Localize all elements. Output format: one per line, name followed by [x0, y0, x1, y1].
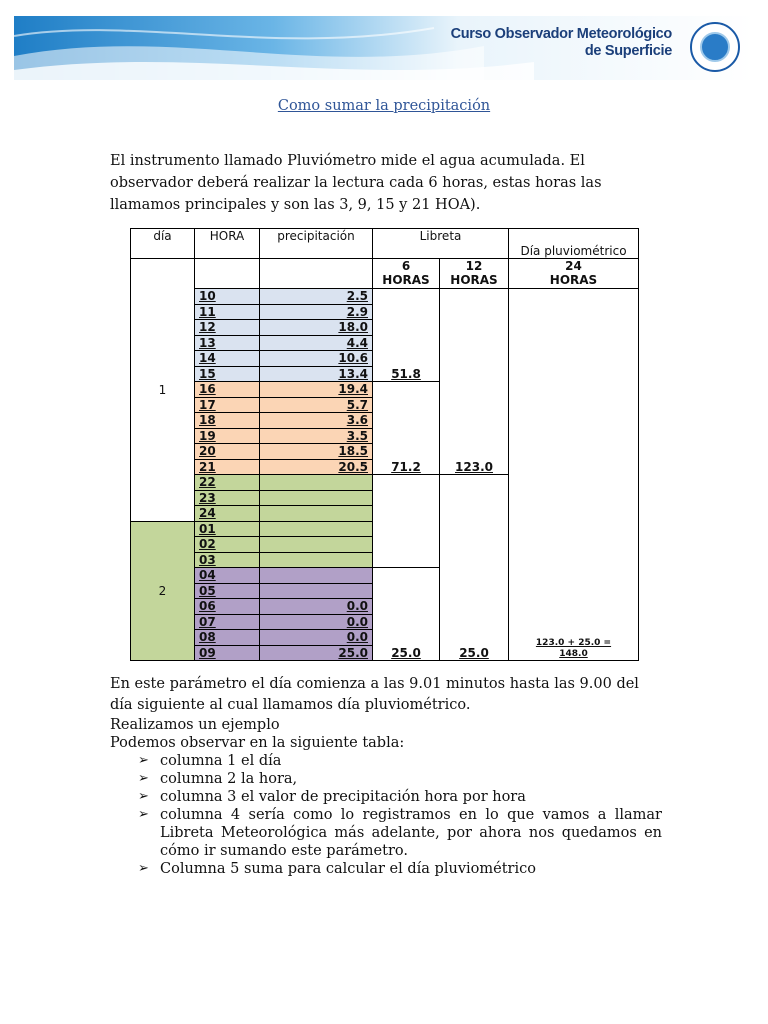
explanation-text: En este parámetro el día comienza a las 9.01 minutos hasta las 9.00 del día siguiente al cual llamamos día pluviométrico.	[110, 676, 639, 713]
hora-cell: 12	[195, 320, 260, 336]
precipitation-table	[130, 228, 639, 661]
daily-sum-result: 148.0	[559, 649, 588, 659]
precip-cell: 25.0	[260, 645, 373, 661]
hora-cell: 03	[195, 552, 260, 568]
list-item: ➢ columna 1 el día	[138, 753, 282, 769]
hora-cell: 14	[195, 351, 260, 367]
hora-header-spacer	[195, 259, 260, 289]
hora-cell: 21	[195, 459, 260, 475]
hora-cell: 01	[195, 521, 260, 537]
intro-paragraph	[110, 150, 662, 216]
precip-cell	[260, 583, 373, 599]
hora-cell: 05	[195, 583, 260, 599]
col-header-dia-pluviometrico: Día pluviométrico	[509, 229, 639, 259]
list-item: ➢ columna 2 la hora,	[138, 771, 298, 787]
precip-cell	[260, 490, 373, 506]
precip-cell: 13.4	[260, 366, 373, 382]
explanation-paragraph	[110, 674, 662, 716]
precip-cell	[260, 552, 373, 568]
list-item: ➢ columna 4 sería como lo registramos en lo que vamos a llamar Libreta Meteorológica más adelante, por ahora nos quedamos en cómo ir sumando este parámetro.	[138, 807, 662, 859]
six-hour-total-1: 51.8	[373, 289, 440, 382]
precip-header-spacer	[260, 259, 373, 289]
hora-cell: 06	[195, 599, 260, 615]
precip-cell	[260, 568, 373, 584]
precip-cell: 2.9	[260, 304, 373, 320]
intro-text: El instrumento llamado Pluviómetro mide el agua acumulada. El observador deberá realizar la lectura cada 6 horas, estas horas las llamamos principales y son las 3, 9, 15 y 21 HOA).	[110, 153, 602, 213]
hora-cell: 07	[195, 614, 260, 630]
list-item: ➢ columna 3 el valor de precipitación hora por hora	[138, 789, 526, 805]
hora-cell: 04	[195, 568, 260, 584]
page-title: Como sumar la precipitación	[277, 98, 491, 114]
precip-cell	[260, 521, 373, 537]
precip-cell: 3.5	[260, 428, 373, 444]
daily-sum-expression: 123.0 + 25.0 =	[535, 638, 612, 648]
hora-cell: 18	[195, 413, 260, 429]
hora-cell: 22	[195, 475, 260, 491]
day-cell-1: 1	[131, 259, 195, 522]
precip-cell	[260, 475, 373, 491]
col-header-hora: HORA	[195, 229, 260, 259]
precip-cell: 2.5	[260, 289, 373, 305]
hora-cell: 08	[195, 630, 260, 646]
precip-cell: 20.5	[260, 459, 373, 475]
precip-cell: 3.6	[260, 413, 373, 429]
col-header-dia: día	[131, 229, 195, 259]
hora-cell: 24	[195, 506, 260, 522]
precip-cell: 0.0	[260, 630, 373, 646]
hora-cell: 10	[195, 289, 260, 305]
course-title-line2: de Superficie	[584, 43, 672, 59]
day-cell-2: 2	[131, 521, 195, 661]
hora-cell: 20	[195, 444, 260, 460]
precip-cell: 0.0	[260, 614, 373, 630]
six-hour-total-4: 25.0	[373, 568, 440, 661]
precip-cell: 0.0	[260, 599, 373, 615]
hora-cell: 13	[195, 335, 260, 351]
twelve-hour-total-2: 25.0	[440, 475, 509, 661]
hora-cell: 16	[195, 382, 260, 398]
precip-cell: 19.4	[260, 382, 373, 398]
hora-cell: 17	[195, 397, 260, 413]
daily-sum-cell	[509, 289, 639, 661]
list-item: ➢ Columna 5 suma para calcular el día pluviométrico	[138, 861, 536, 877]
precip-cell: 18.5	[260, 444, 373, 460]
example-bullet-list	[110, 752, 662, 878]
precip-cell: 10.6	[260, 351, 373, 367]
six-hour-total-2: 71.2	[373, 382, 440, 475]
arrowhead-bullet-icon: ➢	[138, 789, 149, 804]
subheader-6-horas: 6 HORAS	[373, 259, 440, 289]
col-header-precipitacion: precipitación	[260, 229, 373, 259]
arrowhead-bullet-icon: ➢	[138, 753, 149, 768]
hora-cell: 11	[195, 304, 260, 320]
example-section	[110, 716, 662, 878]
precip-cell	[260, 537, 373, 553]
hora-cell: 23	[195, 490, 260, 506]
example-line-2: Podemos observar en la siguiente tabla:	[110, 735, 405, 751]
institution-seal-icon	[690, 22, 740, 72]
hora-cell: 19	[195, 428, 260, 444]
precip-cell	[260, 506, 373, 522]
course-title	[451, 26, 672, 60]
hora-cell: 02	[195, 537, 260, 553]
six-hour-total-3	[373, 475, 440, 568]
hora-cell: 09	[195, 645, 260, 661]
arrowhead-bullet-icon: ➢	[138, 771, 149, 786]
col-header-libreta: Libreta	[373, 229, 509, 259]
precip-cell: 4.4	[260, 335, 373, 351]
arrowhead-bullet-icon: ➢	[138, 861, 149, 876]
hora-cell: 15	[195, 366, 260, 382]
precip-cell: 5.7	[260, 397, 373, 413]
arrowhead-bullet-icon: ➢	[138, 807, 149, 822]
header-banner	[14, 16, 754, 80]
precip-cell: 18.0	[260, 320, 373, 336]
subheader-12-horas: 12 HORAS	[440, 259, 509, 289]
subheader-24-horas: 24 HORAS	[509, 259, 639, 289]
example-line-1: Realizamos un ejemplo	[110, 717, 280, 733]
twelve-hour-total-1: 123.0	[440, 289, 509, 475]
course-title-line1: Curso Observador Meteorológico	[450, 26, 672, 42]
